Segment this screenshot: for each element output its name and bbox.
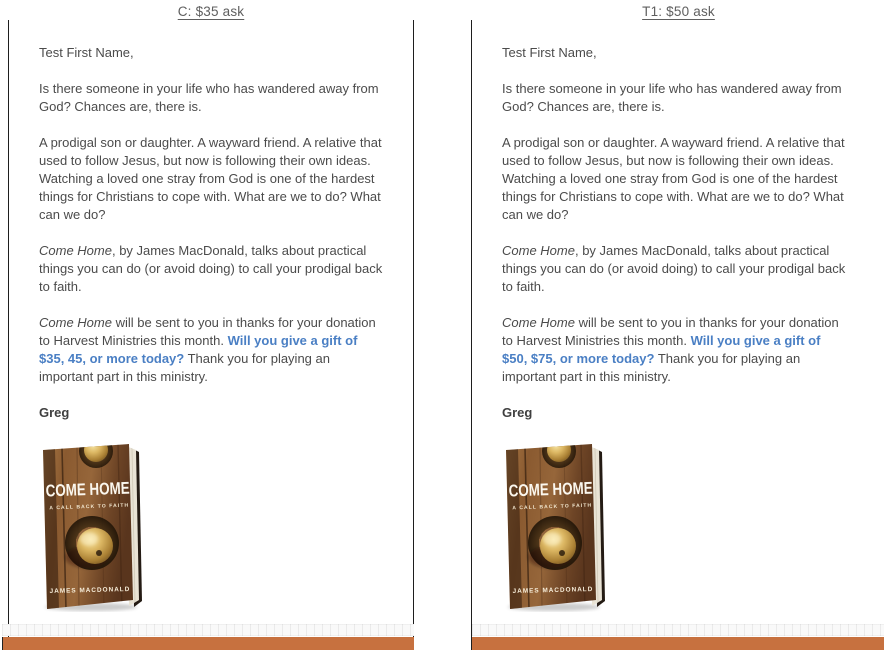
- svg-text:A CALL BACK TO FAITH: A CALL BACK TO FAITH: [49, 502, 130, 512]
- email-body-control: [9, 20, 413, 624]
- footer-pattern-band: [472, 624, 884, 636]
- book-cover-svg: [502, 440, 608, 612]
- email-text: [472, 20, 849, 422]
- email-paragraph: Greg: [39, 405, 70, 420]
- email-paragraph: Greg: [502, 405, 533, 420]
- email-paragraph: Test First Name,: [502, 45, 597, 60]
- book-cover-svg: [39, 440, 145, 612]
- email-body-treatment: [472, 20, 884, 624]
- variant-header-control: [9, 4, 413, 19]
- email-paragraph: Come Home, by James MacDonald, talks about practical things you can do (or avoid doing) to call your prodigal back to faith.: [39, 243, 383, 294]
- book-cover-image: [39, 440, 145, 612]
- svg-text:A CALL BACK TO FAITH: A CALL BACK TO FAITH: [512, 502, 593, 512]
- email-paragraph: Is there someone in your life who has wandered away from God? Chances are, there is.: [39, 81, 379, 114]
- panel-treatment-1: [471, 4, 884, 650]
- variant-label-treatment[interactable]: T1: $50 ask: [642, 4, 715, 19]
- svg-text:COME HOME: COME HOME: [45, 477, 145, 501]
- email-paragraph: A prodigal son or daughter. A wayward friend. A relative that used to follow Jesus, but now is following their own ideas. Watching a loved one stray from God is one of the hardest things for Christians to cope with. What are we to do? What can we do?: [39, 135, 382, 222]
- email-paragraph: A prodigal son or daughter. A wayward friend. A relative that used to follow Jesus, but now is following their own ideas. Watching a loved one stray from God is one of the hardest things for Christians to cope with. What are we to do? What can we do?: [502, 135, 845, 222]
- book-cover-image: [502, 440, 608, 612]
- variant-label-control[interactable]: C: $35 ask: [177, 4, 245, 19]
- svg-text:JAMES MACDONALD: JAMES MACDONALD: [512, 585, 594, 596]
- footer-orange-bar: [472, 637, 884, 650]
- panel-control: [8, 4, 414, 650]
- svg-text:COME HOME: COME HOME: [508, 477, 608, 501]
- variant-header-treatment: [472, 4, 884, 19]
- email-paragraph: Test First Name,: [39, 45, 134, 60]
- svg-text:JAMES MACDONALD: JAMES MACDONALD: [49, 585, 131, 596]
- email-paragraph: Is there someone in your life who has wandered away from God? Chances are, there is.: [502, 81, 842, 114]
- footer-orange-bar: [2, 637, 414, 650]
- email-paragraph: Come Home, by James MacDonald, talks about practical things you can do (or avoid doing) to call your prodigal back to faith.: [502, 243, 846, 294]
- email-paragraph: Come Home will be sent to you in thanks for your donation to Harvest Ministries this month. Will you give a gift of $50, $75, or more today? Thank you for playing an important part in this ministry.: [502, 315, 839, 384]
- email-text: [9, 20, 386, 422]
- email-paragraph: Come Home will be sent to you in thanks for your donation to Harvest Ministries this month. Will you give a gift of $35, 45, or more today? Thank you for playing an important part in this ministry.: [39, 315, 376, 384]
- footer-pattern-band: [2, 624, 414, 636]
